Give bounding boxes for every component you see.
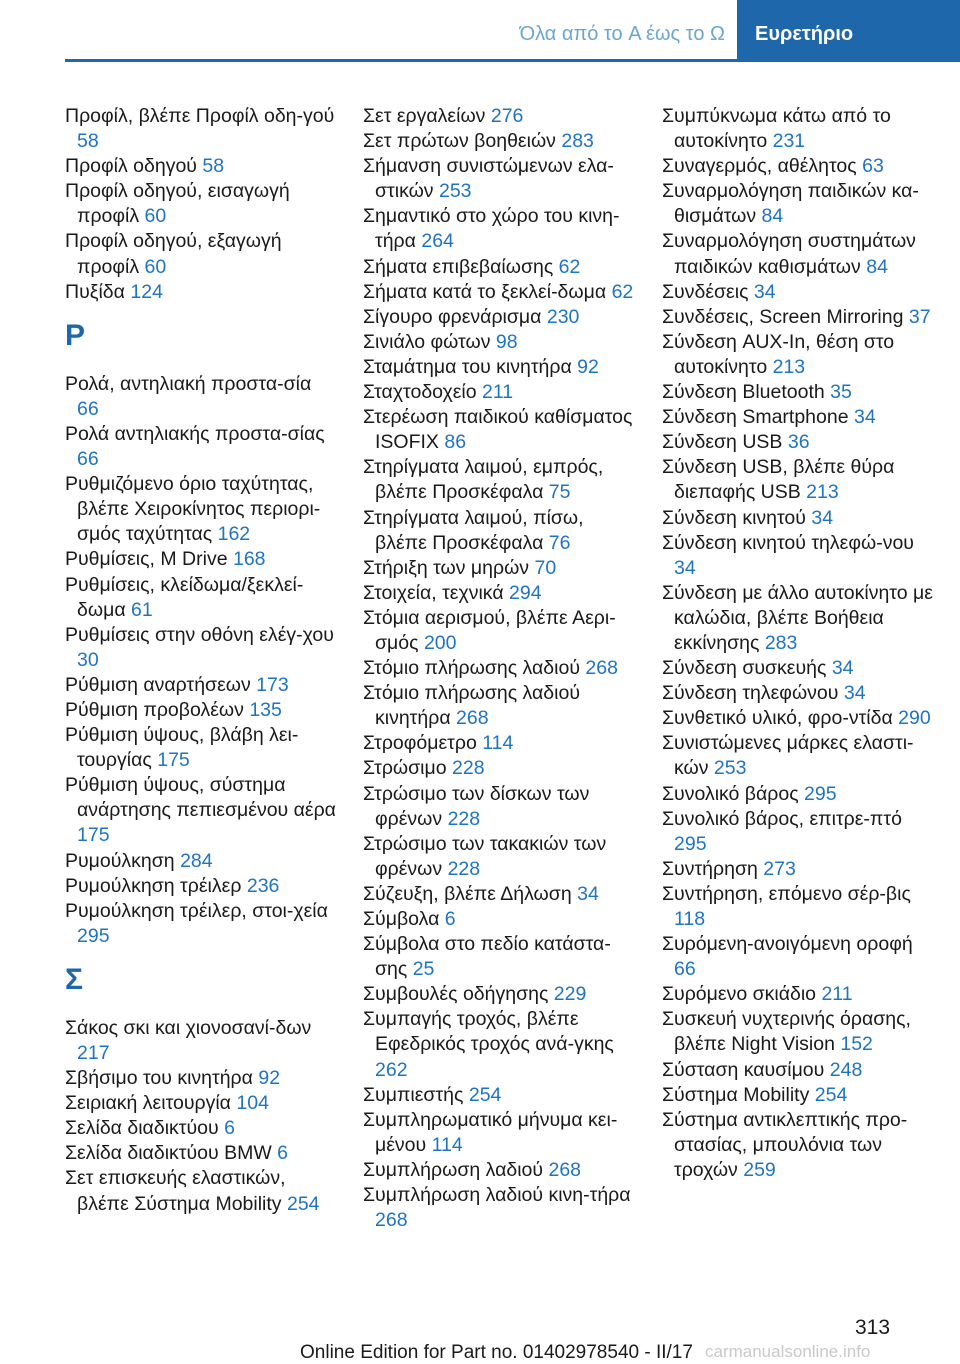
index-entry — [662, 280, 934, 305]
index-entry-term: Σετ πρώτων βοηθειών — [363, 130, 556, 153]
index-entry-term: Συντήρηση — [662, 857, 758, 880]
index-page-link[interactable]: 217 — [77, 1042, 110, 1064]
index-entry-term: Σήμανση συνιστώμενων ελα-στικών — [363, 155, 614, 203]
index-entry-term: Συναρμολόγηση συστημάτων παιδικών καθισμάτων — [662, 230, 916, 278]
index-entry-term: Προφίλ οδηγού, εξαγωγή προφίλ — [65, 230, 282, 278]
index-entry — [662, 882, 934, 932]
index-entry-term: Σύστημα αντικλεπτικής προ-στασίας, μπουλόνια των τροχών — [662, 1108, 908, 1181]
index-page-link[interactable]: 268 — [585, 657, 618, 680]
index-entry-term: Σύζευξη, βλέπε Δήλωση — [363, 882, 572, 905]
index-entry — [363, 405, 635, 455]
index-page-link[interactable]: 294 — [509, 581, 542, 604]
index-entry-term: Προφίλ οδηγού, εισαγωγή προφίλ — [65, 180, 290, 228]
index-entry-term: Πυξίδα — [65, 280, 125, 303]
index-entry — [363, 932, 635, 982]
index-entry-term: Στόμιο πλήρωσης λαδιού — [363, 657, 580, 680]
index-page-link[interactable]: 254 — [814, 1083, 848, 1106]
index-entry — [363, 1108, 635, 1158]
index-entry — [363, 129, 635, 154]
index-page-link[interactable]: 236 — [246, 874, 280, 897]
index-entry-term: Συνδέσεις, Screen Mirroring — [662, 305, 904, 328]
index-entry — [662, 706, 934, 731]
index-entry — [662, 179, 934, 229]
index-entry-term: Σινιάλο φώτων — [363, 330, 491, 353]
index-page-link[interactable]: 228 — [447, 807, 481, 830]
index-page-link[interactable]: 92 — [577, 355, 599, 378]
index-entry-term: Σελίδα διαδικτύου — [65, 1117, 219, 1140]
index-entry-term: Σίγουρο φρενάρισμα — [363, 305, 542, 328]
index-entry-term: Σύσταση καυσίμου — [662, 1058, 825, 1081]
index-entry-term: Στρώσιμο των δίσκων των φρένων — [363, 782, 590, 830]
index-entry — [662, 305, 934, 330]
index-entry — [662, 1108, 934, 1183]
index-page-link[interactable]: 34 — [674, 556, 696, 579]
index-page-link[interactable]: 290 — [898, 707, 931, 730]
index-entry-term: Σβήσιμο του κινητήρα — [65, 1067, 253, 1090]
index-page-link[interactable]: 213 — [772, 355, 806, 378]
index-page-link[interactable]: 284 — [180, 849, 213, 872]
index-entry — [662, 405, 934, 430]
index-page-link[interactable]: 98 — [495, 330, 518, 353]
index-entry — [65, 673, 337, 698]
index-entry — [662, 455, 934, 505]
index-column-2 — [363, 104, 635, 1233]
index-column-3 — [662, 104, 934, 1183]
index-entry — [363, 782, 635, 832]
index-entry — [363, 907, 635, 932]
index-entry — [662, 581, 934, 656]
index-entry-term: Σύνδεση Bluetooth — [662, 381, 825, 404]
index-entry — [662, 1058, 934, 1083]
index-entry — [65, 1091, 337, 1116]
index-entry — [662, 104, 934, 154]
index-page-link[interactable]: 66 — [77, 448, 99, 471]
index-entry-term: Συναγερμός, αθέλητος — [662, 155, 857, 178]
index-page-link[interactable]: 6 — [224, 1117, 235, 1140]
index-page-link[interactable]: 268 — [456, 707, 489, 730]
index-entry — [65, 573, 337, 623]
index-page-link[interactable]: 200 — [423, 631, 457, 654]
index-entry — [662, 982, 934, 1007]
index-entry — [363, 832, 635, 882]
index-entry — [363, 581, 635, 606]
index-entry-term: Στροφόμετρο — [363, 732, 477, 755]
index-page-link[interactable]: 276 — [490, 105, 524, 127]
index-entry-term: Συμπαγής τροχός, βλέπε Εφεδρικός τροχός ανά-γκης — [363, 1008, 614, 1056]
index-page-link[interactable]: 264 — [421, 230, 454, 253]
index-entry-term: Συρόμενο σκιάδιο — [662, 983, 817, 1006]
index-entry-term: Στηρίγματα λαιμού, πίσω, βλέπε Προσκέφαλα — [363, 506, 584, 554]
index-entry — [65, 104, 337, 154]
index-page-link[interactable]: 60 — [144, 205, 167, 228]
index-entry-term: Συναρμολόγηση παιδικών κα-θισμάτων — [662, 180, 919, 228]
index-entry-term: Σύνδεση USB, βλέπε θύρα διεπαφής USB — [662, 456, 895, 504]
index-page-link[interactable]: 254 — [286, 1192, 320, 1215]
index-entry — [662, 1083, 934, 1108]
index-entry-term: Ρύθμιση ύψους, βλάβη λει-τουργίας — [65, 724, 299, 772]
index-entry-term: Συνολικό βάρος, επιτρε-πτό — [662, 807, 902, 830]
index-page-link[interactable]: 6 — [277, 1142, 289, 1165]
index-page-link[interactable]: 84 — [866, 255, 888, 278]
index-page-link[interactable]: 259 — [743, 1158, 776, 1181]
index-entry-term: Σύστημα Mobility — [662, 1083, 810, 1106]
index-entry-term: Σύνδεση τηλεφώνου — [662, 682, 839, 705]
index-entry — [662, 229, 934, 279]
index-entry — [363, 280, 635, 305]
index-page-link[interactable]: 268 — [548, 1158, 582, 1181]
index-entry-term: Ρυμούλκηση τρέιλερ, στοι-χεία — [65, 899, 328, 922]
index-page-link[interactable]: 114 — [431, 1133, 463, 1156]
index-entry-term: Συσκευή νυχτερινής όρασης, βλέπε Night Vision — [662, 1008, 911, 1056]
index-entry-term: Σύμβολα — [363, 908, 440, 930]
index-page-link[interactable]: 58 — [202, 155, 225, 178]
index-entry — [662, 506, 934, 531]
index-page-link[interactable]: 152 — [840, 1033, 873, 1056]
index-entry-term: Ρύθμιση ύψους, σύστημα ανάρτησης πεπιεσμένου αέρα — [65, 774, 336, 822]
index-entry-term: Προφίλ, βλέπε Προφίλ οδη-γού — [65, 105, 335, 127]
index-entry-term: Ρολά, αντηλιακή προστα-σία — [65, 372, 312, 395]
index-entry-term: Συνδέσεις — [662, 280, 749, 303]
header-divider — [65, 59, 737, 62]
index-entry — [363, 506, 635, 556]
index-entry-term: Συνιστώμενες μάρκες ελαστι-κών — [662, 732, 914, 780]
index-page-link[interactable]: 175 — [157, 749, 190, 772]
index-entry-term: Ρυθμιζόμενο όριο ταχύτητας, βλέπε Χειροκίνητος περιορι-σμός ταχύτητας — [65, 473, 321, 546]
page-header — [0, 0, 960, 62]
index-entry-term: Ρυθμίσεις, M Drive — [65, 548, 228, 571]
index-page-link[interactable]: 124 — [130, 280, 163, 303]
index-entry-term: Σύνδεση με άλλο αυτοκίνητο με καλώδια, βλέπε Βοήθεια εκκίνησης — [662, 581, 933, 654]
index-entry — [363, 455, 635, 505]
index-entry-term: Προφίλ οδηγού — [65, 155, 197, 178]
index-page-link[interactable]: 62 — [611, 280, 634, 303]
index-entry — [363, 305, 635, 330]
index-page-link[interactable]: 70 — [534, 556, 557, 579]
index-page-link[interactable]: 6 — [444, 908, 456, 930]
index-letter-heading: Σ — [65, 962, 84, 996]
index-page-link[interactable]: 231 — [772, 130, 806, 153]
index-entry — [662, 656, 934, 681]
index-page-link[interactable]: 283 — [561, 130, 594, 153]
index-page-link[interactable]: 248 — [829, 1058, 863, 1081]
index-entry-term: Στήριξη των μηρών — [363, 556, 530, 579]
index-entry-term: Σύνδεση USB — [662, 431, 783, 454]
index-entry — [65, 1066, 337, 1091]
index-entry-term: Συμπληρωματικό μήνυμα κει-μένου — [363, 1108, 618, 1156]
index-entry — [363, 1007, 635, 1082]
index-entry — [662, 681, 934, 706]
index-page-link[interactable]: 58 — [77, 130, 99, 153]
index-entry-term: Ρυθμίσεις, κλείδωμα/ξεκλεί-δωμα — [65, 573, 304, 621]
index-entry-term: Στηρίγματα λαιμού, εμπρός, βλέπε Προσκέφαλα — [363, 456, 604, 504]
index-entry-term: Ρυθμίσεις στην οθόνη ελέγ-χου — [65, 623, 334, 646]
index-entry — [65, 1141, 337, 1166]
index-page-link[interactable]: 228 — [447, 857, 481, 880]
index-entry — [363, 1158, 635, 1183]
index-entry — [363, 380, 635, 405]
index-entry — [363, 556, 635, 581]
index-page-link[interactable]: 75 — [548, 481, 571, 504]
index-entry — [363, 982, 635, 1007]
index-entry — [65, 154, 337, 179]
index-entry-term: Σελίδα διαδικτύου BMW — [65, 1142, 272, 1165]
index-entry — [363, 355, 635, 380]
index-page-link[interactable]: 230 — [546, 305, 580, 328]
index-entry-term: Συντήρηση, επόμενο σέρ-βις — [662, 882, 911, 905]
index-entry-term: Συμπλήρωση λαδιού — [363, 1158, 544, 1181]
index-page-link[interactable]: 63 — [862, 155, 884, 178]
index-entry-term: Σύνδεση Smartphone — [662, 406, 849, 429]
index-page-link[interactable]: 92 — [258, 1067, 281, 1090]
index-entry-term: Στερέωση παιδικού καθίσματος ISOFIX — [363, 406, 633, 454]
index-entry-term: Ρυμούλκηση — [65, 849, 175, 872]
index-entry-term: Συμπύκνωμα κάτω από το αυτοκίνητο — [662, 105, 891, 153]
index-page-link[interactable]: 283 — [764, 631, 798, 654]
index-page-link[interactable]: 254 — [468, 1083, 502, 1106]
index-page-link[interactable]: 84 — [761, 205, 784, 228]
index-page-link[interactable]: 66 — [674, 958, 696, 981]
index-entry — [65, 849, 337, 874]
index-entry — [65, 899, 337, 949]
index-entry — [363, 330, 635, 355]
index-page-link[interactable]: 118 — [674, 908, 706, 930]
index-page-link[interactable]: 173 — [256, 673, 289, 696]
index-entry — [363, 681, 635, 731]
index-entry — [662, 380, 934, 405]
index-entry-term: Σύμβολα στο πεδίο κατάστα-σης — [363, 933, 611, 981]
index-page-link[interactable]: 34 — [831, 657, 854, 680]
index-page-link[interactable]: 213 — [806, 481, 839, 504]
index-entry-term: Σύνδεση κινητού τηλεφώ-νου — [662, 531, 914, 554]
index-page-link[interactable]: 295 — [804, 782, 837, 805]
index-page-link[interactable]: 34 — [811, 506, 834, 529]
index-page-link[interactable]: 228 — [452, 757, 485, 780]
index-page-link[interactable]: 162 — [217, 523, 251, 546]
index-entry — [65, 422, 337, 472]
index-entry — [65, 623, 337, 673]
index-entry — [662, 531, 934, 581]
index-entry-term: Σύνδεση κινητού — [662, 506, 806, 529]
index-page-link[interactable]: 76 — [548, 531, 571, 554]
index-page-link[interactable]: 25 — [412, 958, 435, 981]
index-page-link[interactable]: 295 — [674, 832, 707, 855]
index-entry-term: Συνολικό βάρος — [662, 782, 799, 805]
index-entry — [662, 154, 934, 179]
index-page-link[interactable]: 36 — [787, 431, 810, 454]
index-page-link[interactable]: 66 — [77, 397, 99, 420]
index-entry-term: Σετ εργαλείων — [363, 105, 486, 127]
index-entry — [662, 932, 934, 982]
index-entry-term: Σήματα κατά το ξεκλεί-δωμα — [363, 280, 607, 303]
index-page-link[interactable]: 253 — [438, 180, 472, 203]
index-entry-term: Σάκος σκι και χιονοσανί-δων — [65, 1016, 312, 1039]
index-page-link[interactable]: 34 — [853, 406, 876, 429]
index-entry — [363, 204, 635, 254]
index-entry — [363, 656, 635, 681]
index-entry-term: Σειριακή λειτουργία — [65, 1092, 231, 1115]
index-page-link[interactable]: 253 — [713, 757, 747, 780]
index-entry — [363, 1083, 635, 1108]
index-entry-term: Σταμάτημα του κινητήρα — [363, 355, 572, 378]
index-entry-term: Σύνδεση συσκευής — [662, 657, 827, 680]
index-page-link[interactable]: 37 — [908, 305, 931, 328]
index-entry — [662, 857, 934, 882]
index-entry — [363, 154, 635, 204]
index-entry — [662, 782, 934, 807]
index-entry-term: Στόμιο πλήρωσης λαδιού κινητήρα — [363, 682, 580, 730]
index-entry — [662, 807, 934, 857]
index-entry-term: Σετ επισκευής ελαστικών, βλέπε Σύστημα Mobility — [65, 1167, 286, 1215]
index-page-link[interactable]: 211 — [482, 381, 514, 404]
index-entry-term: Σήματα επιβεβαίωσης — [363, 255, 554, 278]
index-entry — [65, 547, 337, 572]
index-entry-term: Ρύθμιση προβολέων — [65, 698, 244, 721]
index-entry-term: Στοιχεία, τεχνικά — [363, 581, 504, 604]
index-page-link[interactable]: 30 — [77, 648, 99, 671]
edition-text: Online Edition for Part no. 01402978540 - II/17 — [300, 1342, 693, 1363]
index-column-1 — [65, 104, 337, 1217]
index-page-link[interactable]: 34 — [843, 682, 866, 705]
index-entry — [65, 1016, 337, 1066]
index-entry-term: Ρυμούλκηση τρέιλερ — [65, 874, 242, 897]
index-entry — [363, 756, 635, 781]
index-entry — [65, 874, 337, 899]
tab-index-label: Ευρετήριο — [755, 23, 854, 45]
index-entry-term: Σημαντικό στο χώρο του κινη-τήρα — [363, 205, 620, 253]
index-entry — [662, 330, 934, 380]
index-entry — [65, 179, 337, 229]
index-entry — [662, 731, 934, 781]
page-number: 313 — [855, 1316, 891, 1339]
index-page-link[interactable]: 86 — [444, 431, 467, 454]
index-entry — [65, 229, 337, 279]
index-entry-term: Στόμια αερισμού, βλέπε Αερι-σμός — [363, 606, 616, 654]
index-entry-term: Στρώσιμο — [363, 757, 447, 780]
index-entry-term: Συμπιεστής — [363, 1083, 464, 1106]
section-title[interactable]: Όλα από το A έως το Ω — [519, 23, 725, 45]
index-entry-term: Σύνδεση AUX-In, θέση στο αυτοκίνητο — [662, 330, 895, 378]
index-entry-term: Στρώσιμο των τακακιών των φρένων — [363, 832, 607, 880]
index-page-link[interactable]: 61 — [131, 598, 153, 621]
index-page-link[interactable]: 34 — [753, 280, 776, 303]
index-entry-term: Συμπλήρωση λαδιού κινη-τήρα — [363, 1184, 631, 1207]
index-entry-term: Ρολά αντηλιακής προστα-σίας — [65, 422, 325, 445]
index-entry-term: Συμβουλές οδήγησης — [363, 983, 549, 1006]
index-page-link[interactable]: 104 — [236, 1092, 269, 1115]
index-page-link[interactable]: 168 — [232, 548, 266, 571]
index-entry — [363, 606, 635, 656]
index-entry-term: Συρόμενη-ανοιγόμενη οροφή — [662, 933, 913, 956]
index-entry — [363, 731, 635, 756]
index-page-link[interactable]: 34 — [577, 882, 599, 905]
index-page-link[interactable]: 295 — [77, 924, 110, 947]
index-page-link[interactable]: 175 — [77, 824, 110, 847]
index-entry — [65, 1116, 337, 1141]
index-entry — [662, 430, 934, 455]
index-page-link[interactable]: 211 — [821, 983, 853, 1006]
index-entry — [65, 472, 337, 547]
index-page-link[interactable]: 114 — [482, 732, 514, 755]
index-entry — [363, 255, 635, 280]
index-page-link[interactable]: 262 — [375, 1058, 408, 1081]
index-entry-term: Σταχτοδοχείο — [363, 381, 477, 404]
index-entry — [65, 372, 337, 422]
index-entry — [65, 1166, 337, 1216]
index-entry — [65, 280, 337, 305]
index-page-link[interactable]: 35 — [830, 381, 852, 404]
index-entry — [363, 104, 635, 129]
index-entry-term: Ρύθμιση αναρτήσεων — [65, 673, 251, 696]
index-page-link[interactable]: 62 — [558, 255, 581, 278]
index-page-link[interactable]: 135 — [249, 698, 282, 721]
tab-index[interactable] — [737, 0, 960, 62]
index-page-link[interactable]: 273 — [763, 857, 796, 880]
index-page-link[interactable]: 268 — [375, 1209, 408, 1232]
index-entry — [65, 723, 337, 773]
index-entry-term: Συνθετικό υλικό, φρο-ντίδα — [662, 707, 893, 730]
index-entry — [65, 773, 337, 848]
index-entry — [65, 698, 337, 723]
index-entry — [363, 1183, 635, 1233]
index-entry — [662, 1007, 934, 1057]
index-letter-heading: Ρ — [65, 318, 86, 352]
index-entry — [363, 882, 635, 907]
watermark: carmanualsonline.info — [705, 1342, 871, 1361]
index-page-link[interactable]: 229 — [553, 983, 587, 1006]
index-page-link[interactable]: 60 — [144, 255, 167, 278]
